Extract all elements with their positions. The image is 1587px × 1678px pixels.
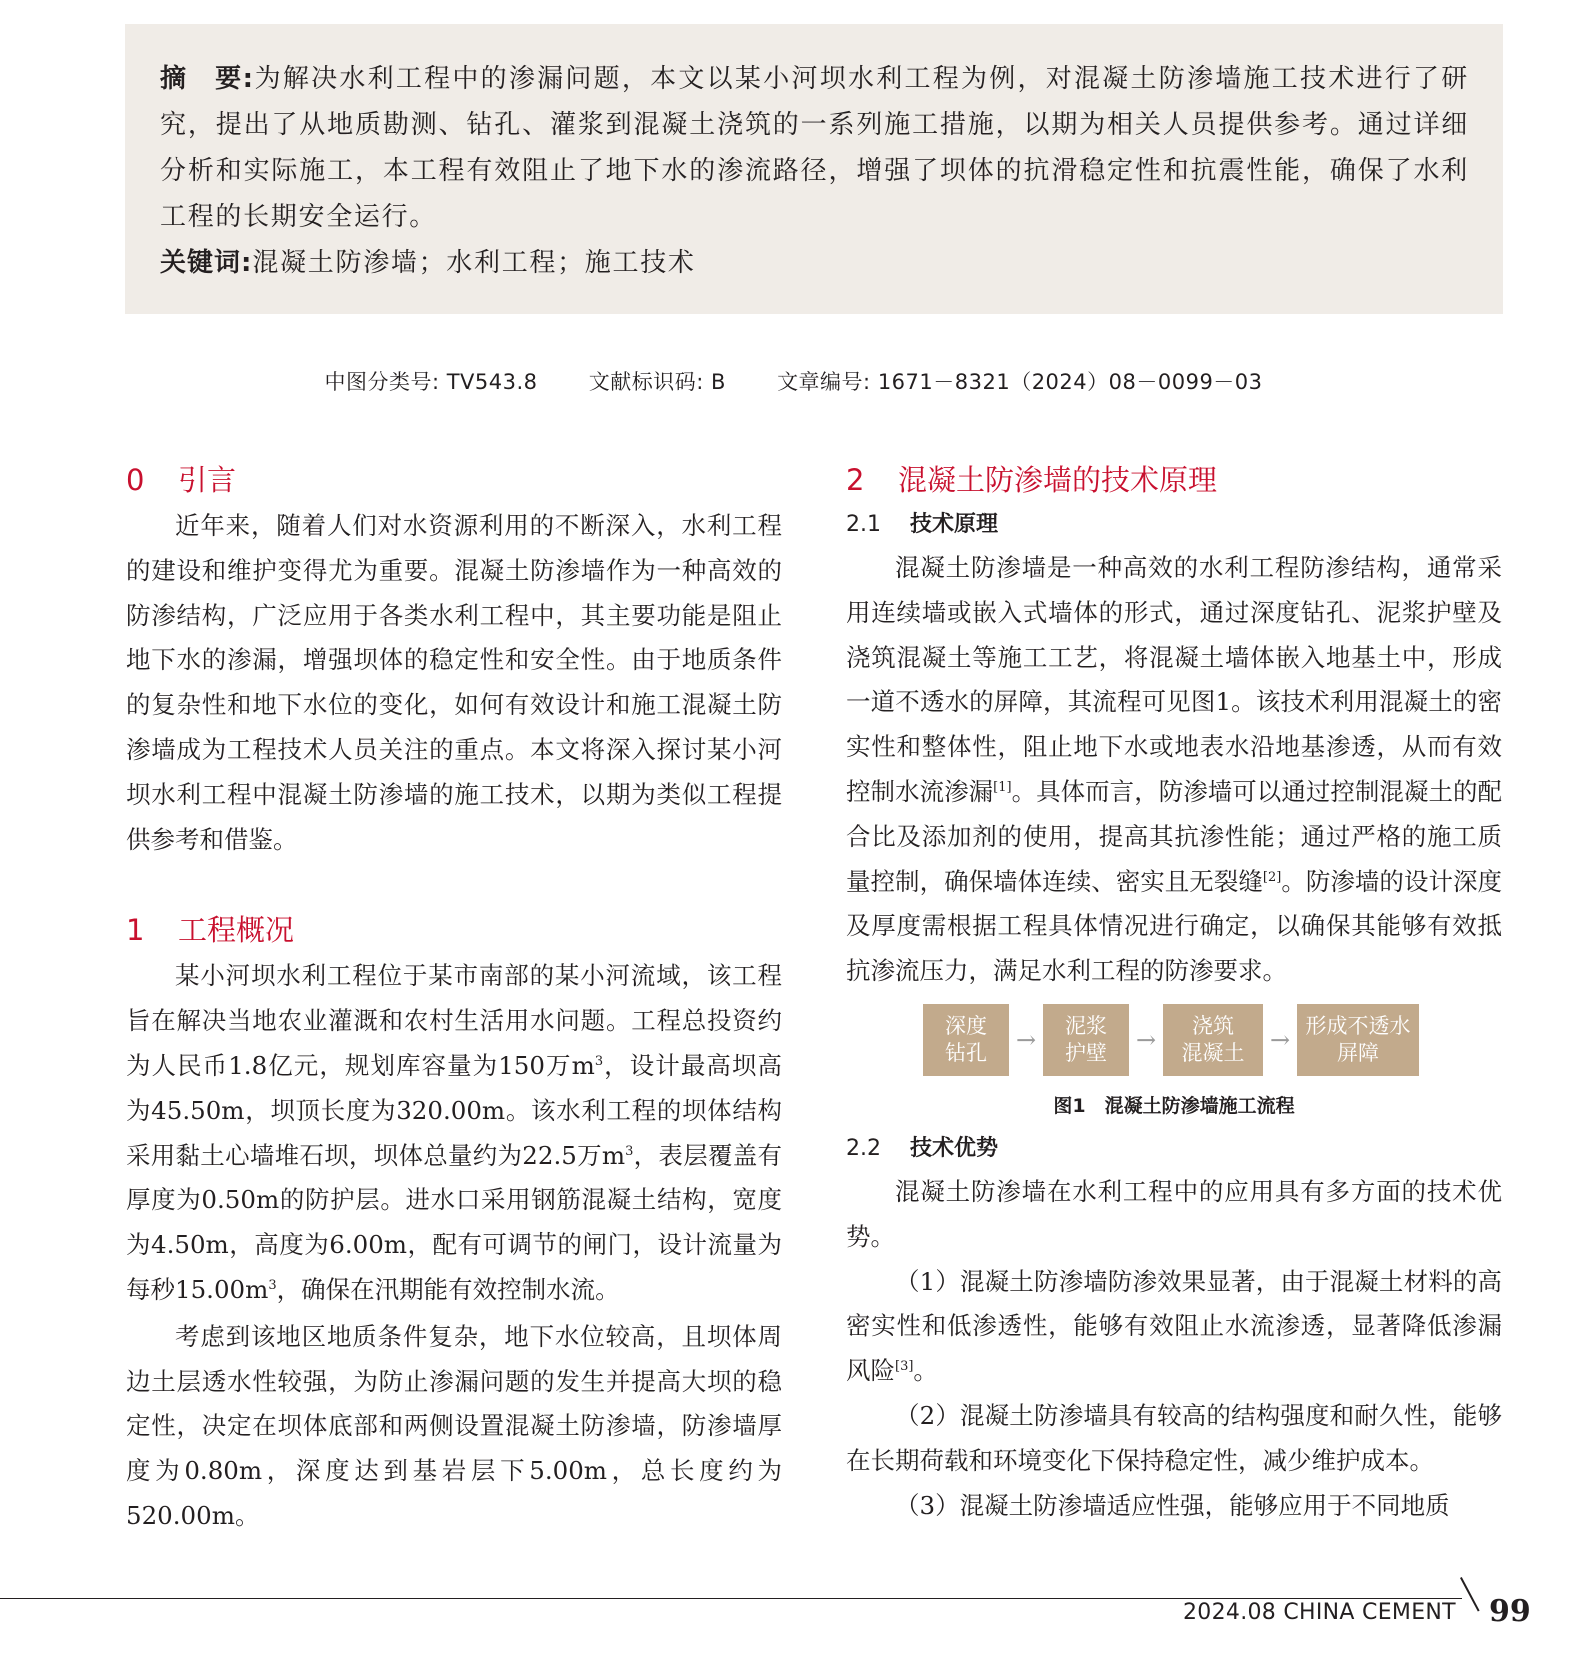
flow-step-drilling: 深度 钻孔 bbox=[923, 1004, 1009, 1076]
abstract-text-block bbox=[160, 56, 1469, 240]
left-column bbox=[126, 456, 782, 1539]
citation-1[interactable]: [1] bbox=[993, 779, 1012, 795]
flow-arrow-icon: → bbox=[1135, 1025, 1157, 1054]
keywords-line bbox=[160, 240, 1469, 286]
section-1-paragraph-1: 某小河坝水利工程位于某市南部的某小河流域，该工程旨在解决当地农业灌溉和农村生活用水问题。工程总投资约为人民币1.8亿元，规划库容量为150万$m^3$，设计最高坝高为45.50m，坝顶长度为320.00m。该水利工程的坝体结构采用黏土心墙堆石坝，坝体总量约为22.5万$m^3$，表层覆盖有厚度为0.50m的防护层。进水口采用钢筋混凝土结构，宽度为4.50m，高度为6.00m，配有可调节的闸门，设计流量为每秒$15.00m^3$，确保在汛期能有效控制水流。 bbox=[126, 961, 782, 1304]
section-1-paragraph-2: 考虑到该地区地质条件复杂，地下水位较高，且坝体周边土层透水性较强，为防止渗漏问题的发生并提高大坝的稳定性，决定在坝体底部和两侧设置混凝土防渗墙，防渗墙厚度为0.80m，深度达到基岩层下5.00m，总长度约为520.00m。 bbox=[126, 1321, 782, 1530]
classification-line bbox=[0, 366, 1587, 396]
footer-slash bbox=[1460, 1577, 1480, 1611]
article-number: 文章编号: 1671－8321（2024）08－0099－03 bbox=[777, 370, 1263, 394]
citation-2[interactable]: [2] bbox=[1262, 869, 1282, 885]
subsection-2-1-paragraph: 混凝土防渗墙是一种高效的水利工程防渗结构，通常采用连续墙或嵌入式墙体的形式，通过深度钻孔、泥浆护壁及浇筑混凝土等施工工艺，将混凝土墙体嵌入地基土中，形成一道不透水的屏障，其流程可见图1。该技术利用混凝土的密实性和整体性，阻止地下水或地表水沿地基渗透，从而有效控制水流渗漏[1]。具体而言，防渗墙可以通过控制混凝土的配合比及添加剂的使用，提高其抗渗性能；通过严格的施工质量控制，确保墙体连续、密实且无裂缝[2]。防渗墙的设计深度及厚度需根据工程具体情况进行确定，以确保其能够有效抵抗渗流压力，满足水利工程的防渗要求。 bbox=[846, 553, 1503, 986]
figure-1-flowchart bbox=[923, 1004, 1502, 1080]
document-code: 文献标识码: B bbox=[588, 370, 726, 394]
right-column bbox=[846, 456, 1502, 1528]
subsection-2-2-heading: 2.2 技术优势 bbox=[846, 1135, 999, 1161]
flow-step-slurry-wall: 泥浆 护壁 bbox=[1043, 1004, 1129, 1076]
subsection-2-1-heading: 2.1 技术原理 bbox=[846, 512, 999, 537]
abstract-box bbox=[125, 24, 1503, 314]
section-0-heading bbox=[126, 456, 782, 504]
abstract-label: 摘 要: bbox=[160, 64, 255, 94]
figure-1-caption: 图1 混凝土防渗墙施工流程 bbox=[1053, 1094, 1295, 1117]
section-2-heading bbox=[846, 456, 1502, 504]
section-1-number: 1 bbox=[126, 913, 145, 948]
section-2-number: 2 bbox=[846, 463, 865, 497]
page-number: 99 bbox=[1489, 1594, 1531, 1629]
citation-3[interactable]: [3] bbox=[895, 1359, 914, 1374]
flow-arrow-icon: → bbox=[1015, 1025, 1037, 1054]
section-0-paragraph: 近年来，随着人们对水资源利用的不断深入，水利工程的建设和维护变得尤为重要。混凝土防渗墙作为一种高效的防渗结构，广泛应用于各类水利工程中，其主要功能是阻止地下水的渗漏，增强坝体的稳定性和安全性。由于地质条件的复杂性和地下水位的变化，如何有效设计和施工混凝土防渗墙成为工程技术人员关注的重点。本文将深入探讨某小河坝水利工程中混凝土防渗墙的施工技术，以期为类似工程提供参考和借鉴。 bbox=[126, 511, 782, 854]
flow-step-concrete-pouring: 浇筑 混凝土 bbox=[1163, 1004, 1263, 1076]
keywords-label: 关键词: bbox=[160, 248, 253, 278]
section-0-number: 0 bbox=[126, 463, 145, 497]
flow-step-barrier: 形成不透水 屏障 bbox=[1297, 1004, 1419, 1076]
advantage-2: （2）混凝土防渗墙具有较高的结构强度和耐久性，能够在长期荷载和环境变化下保持稳定性，减少维护成本。 bbox=[846, 1400, 1502, 1475]
footer-rule bbox=[0, 1598, 1462, 1599]
section-0-title: 引言 bbox=[178, 463, 237, 497]
subsection-2-2-intro: 混凝土防渗墙在水利工程中的应用具有多方面的技术优势。 bbox=[846, 1176, 1502, 1251]
section-1-heading bbox=[126, 906, 782, 954]
footer-journal: 2024.08 CHINA CEMENT bbox=[1183, 1600, 1456, 1625]
section-1-title: 工程概况 bbox=[178, 913, 295, 948]
section-2-title: 混凝土防渗墙的技术原理 bbox=[898, 463, 1218, 497]
advantage-1: （1）混凝土防渗墙防渗效果显著，由于混凝土材料的高密实性和低渗透性，能够有效阻止水流渗透，显著降低渗漏风险[3]。 bbox=[846, 1266, 1502, 1386]
abstract-text: 为解决水利工程中的渗漏问题，本文以某小河坝水利工程为例，对混凝土防渗墙施工技术进行了研究，提出了从地质勘测、钻孔、灌浆到混凝土浇筑的一系列施工措施，以期为相关人员提供参考。通过详细分析和实际施工，本工程有效阻止了地下水的渗流路径，增强了坝体的抗滑稳定性和抗震性能，确保了水利工程的长期安全运行。 bbox=[160, 64, 1469, 232]
flow-arrow-icon: → bbox=[1269, 1025, 1291, 1054]
clc-number: 中图分类号: TV543.8 bbox=[324, 370, 538, 394]
keywords-text: 混凝土防渗墙；水利工程；施工技术 bbox=[252, 248, 696, 278]
advantage-3: （3）混凝土防渗墙适应性强，能够应用于不同地质 bbox=[895, 1490, 1450, 1520]
